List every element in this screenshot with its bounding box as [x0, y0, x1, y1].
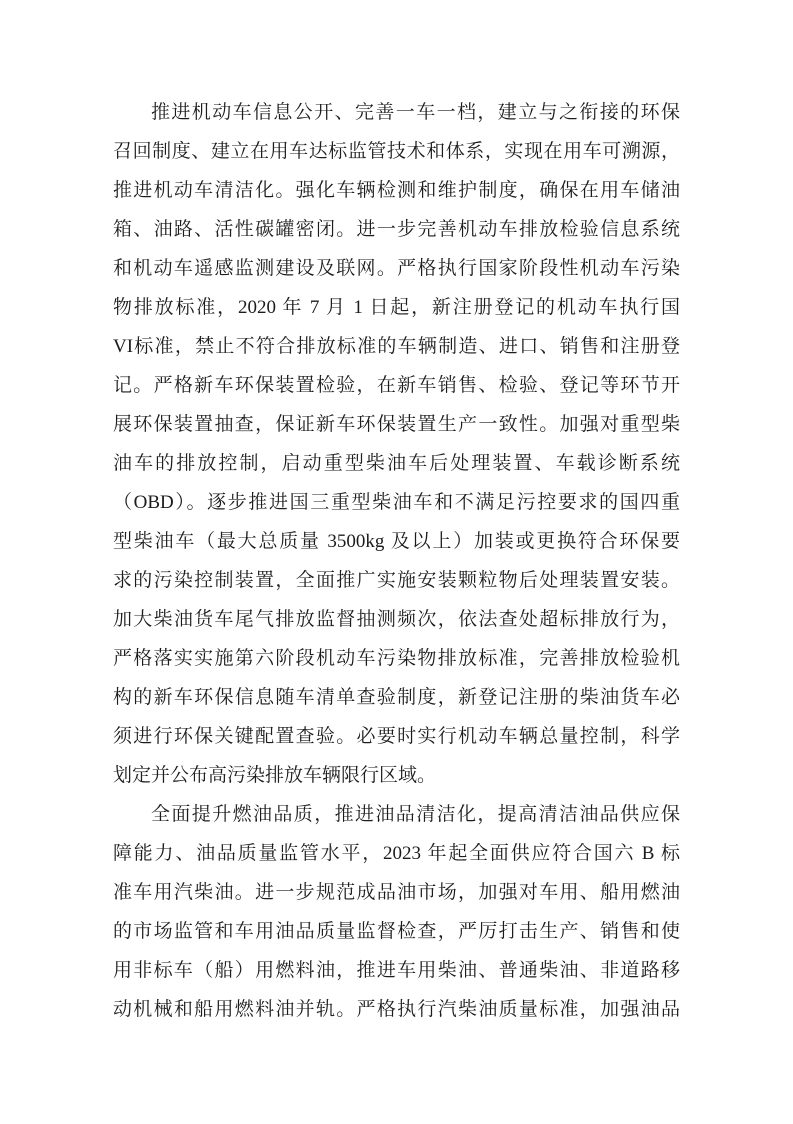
text-line: 推进机动车清洁化。强化车辆检测和维护制度，确保在用车储油 — [113, 180, 680, 201]
text-line: 物排放标准，2020 年 7 月 1 日起，新注册登记的机动车执行国 — [113, 297, 680, 318]
text-line: 加大柴油货车尾气排放监督抽测频次，依法查处超标排放行为， — [113, 609, 680, 630]
text-line: 严格落实实施第六阶段机动车污染物排放标准，完善排放检验机 — [113, 648, 680, 669]
text-line: 召回制度、建立在用车达标监管技术和体系，实现在用车可溯源， — [113, 141, 680, 162]
paragraph-fuel-quality — [113, 795, 680, 1029]
text-line: 记。严格新车环保装置检验，在新车销售、检验、登记等环节开 — [113, 375, 680, 396]
text-line: 划定并公布高污染排放车辆限行区域。 — [113, 765, 437, 786]
text-line: 推进机动车信息公开、完善一车一档，建立与之衔接的环保 — [151, 102, 680, 123]
text-line: 全面提升燃油品质，推进油品清洁化，提高清洁油品供应保 — [151, 804, 680, 825]
text-line: 油车的排放控制，启动重型柴油车后处理装置、车载诊断系统 — [113, 453, 680, 474]
text-line: 须进行环保关键配置查验。必要时实行机动车辆总量控制，科学 — [113, 726, 680, 747]
text-line: 动机械和船用燃料油并轨。严格执行汽柴油质量标准，加强油品 — [113, 999, 680, 1020]
text-line: 构的新车环保信息随车清单查验制度，新登记注册的柴油货车必 — [113, 687, 680, 708]
text-line: 的市场监管和车用油品质量监督检查，严厉打击生产、销售和使 — [113, 921, 680, 942]
text-line: 型柴油车（最大总质量 3500kg 及以上）加装或更换符合环保要 — [113, 531, 680, 552]
text-line: 箱、油路、活性碳罐密闭。进一步完善机动车排放检验信息系统 — [113, 219, 680, 240]
text-line: 障能力、油品质量监管水平，2023 年起全面供应符合国六 B 标 — [113, 843, 680, 864]
text-line: VI标准，禁止不符合排放标准的车辆制造、进口、销售和注册登 — [113, 336, 680, 357]
text-line: 准车用汽柴油。进一步规范成品油市场，加强对车用、船用燃油 — [113, 882, 680, 903]
text-line: 求的污染控制装置，全面推广实施安装颗粒物后处理装置安装。 — [113, 570, 680, 591]
text-line: 用非标车（船）用燃料油，推进车用柴油、普通柴油、非道路移 — [113, 960, 680, 981]
text-line: 和机动车遥感监测建设及联网。严格执行国家阶段性机动车污染 — [113, 258, 680, 279]
text-line: 展环保装置抽查，保证新车环保装置生产一致性。加强对重型柴 — [113, 414, 680, 435]
text-line: （OBD）。逐步推进国三重型柴油车和不满足污控要求的国四重 — [113, 492, 680, 513]
paragraph-vehicle-emissions — [113, 93, 680, 795]
